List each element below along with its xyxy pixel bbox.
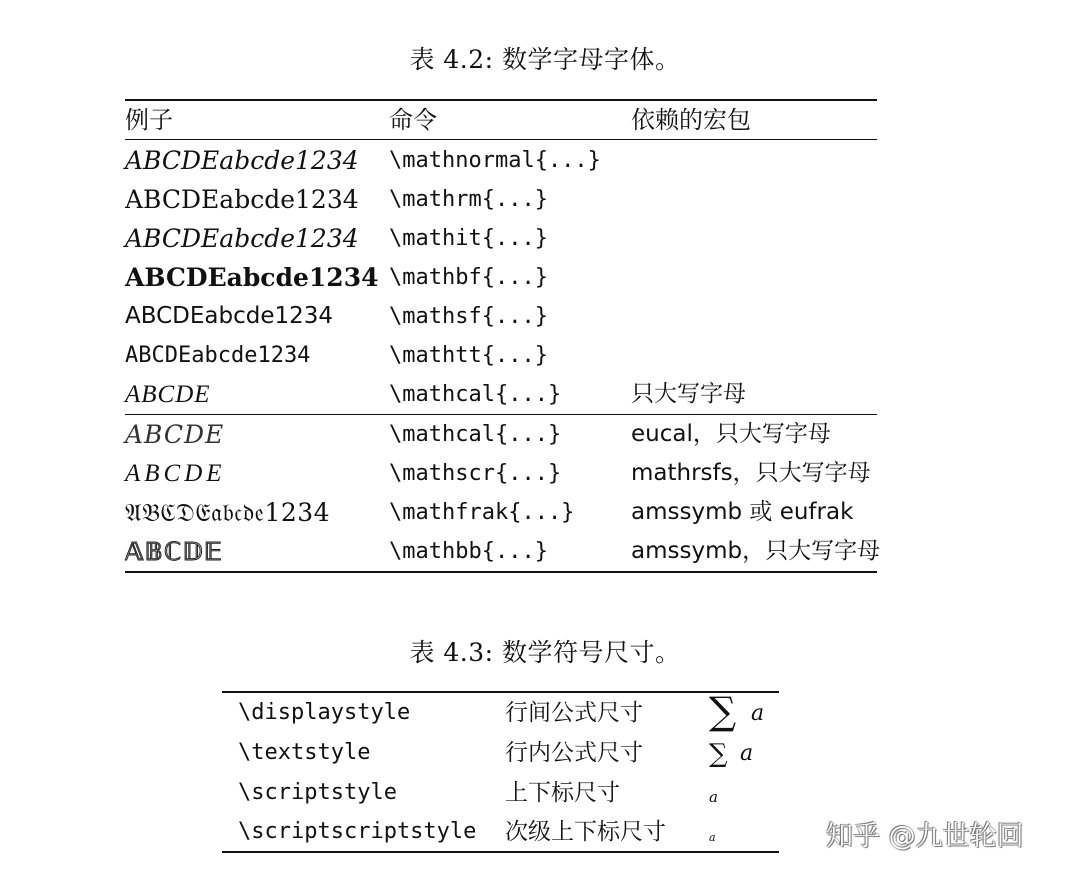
description-cell: 行间公式尺寸 [505,700,643,726]
header-package: 依赖的宏包 [631,106,751,134]
table-row [125,219,877,258]
table-row [125,532,881,571]
command-cell: \mathtt{...} [389,343,548,368]
sample-cell [709,689,779,733]
example-mathscr: ABCDE [125,460,226,487]
package-cell: amssymb 或 eufrak [631,499,854,525]
command-cell: \textstyle [238,740,371,765]
example-mathfrak: 𝔄𝔅ℭ𝔇𝔈𝔞𝔟𝔠𝔡𝔢1234 [125,498,331,527]
sum-symbol-display: ∑ [709,689,737,733]
table-row [125,336,877,375]
command-cell: \scriptstyle [238,780,397,805]
table-row [125,141,877,180]
sample-cell [709,812,779,852]
table-row [222,773,779,813]
var-a: a [740,741,754,766]
table-row [125,180,877,219]
command-cell: \mathsf{...} [389,304,548,329]
command-cell: \mathit{...} [389,226,548,251]
example-mathit: ABCDEabcde1234 [125,224,359,253]
var-a: a [751,701,765,726]
table-row [125,454,877,493]
table-row [222,812,779,852]
command-cell: \mathcal{...} [389,422,562,447]
command-cell: \displaystyle [238,700,411,725]
table-row [222,733,779,773]
command-cell: \scriptscriptstyle [238,819,477,844]
header-example: 例子 [125,106,173,134]
table-header-row [125,101,877,140]
description-cell: 行内公式尺寸 [505,740,643,766]
var-a-script: a [709,788,718,806]
table-4-3-caption: 表 4.3: 数学符号尺寸。 [409,638,681,667]
command-cell: \mathnormal{...} [389,148,601,173]
example-mathcal: ABCDE [125,381,211,408]
example-mathnormal: ABCDEabcde1234 [125,146,359,175]
example-mathsf: ABCDEabcde1234 [125,303,334,329]
header-command: 命令 [389,106,437,134]
command-cell: \mathbb{...} [389,539,548,564]
example-mathbf: ABCDEabcde1234 [125,263,379,292]
description-cell: 上下标尺寸 [505,780,620,806]
example-mathcal-eucal: ABCDE [125,420,225,449]
table-row [125,258,877,297]
bottom-rule [125,571,877,573]
table-row [125,375,877,414]
watermark: 知乎 @九世轮回 [826,821,1024,852]
table-row [222,689,779,733]
sum-symbol-text: ∑ [709,739,728,769]
table-row [125,297,877,336]
package-cell: 只大写字母 [631,381,746,407]
command-cell: \mathscr{...} [389,461,562,486]
table-4-2-caption: 表 4.2: 数学字母字体。 [409,45,681,74]
command-cell: \mathrm{...} [389,187,548,212]
table-row [125,415,877,454]
package-cell: amssymb，只大写字母 [631,538,881,564]
command-cell: \mathbf{...} [389,265,548,290]
description-cell: 次级上下标尺寸 [505,819,666,845]
command-cell: \mathfrak{...} [389,500,575,525]
sample-cell [709,773,779,813]
example-mathbb: 𝔸𝔹ℂ𝔻𝔼 [125,537,223,566]
package-cell: eucal，只大写字母 [631,421,831,447]
var-a-scriptscript: a [709,831,716,844]
table-row [125,493,877,532]
example-mathrm: ABCDEabcde1234 [125,185,359,214]
example-mathtt: ABCDEabcde1234 [125,343,311,368]
sample-cell [709,733,779,773]
package-cell: mathrsfs，只大写字母 [631,460,871,486]
command-cell: \mathcal{...} [389,382,562,407]
